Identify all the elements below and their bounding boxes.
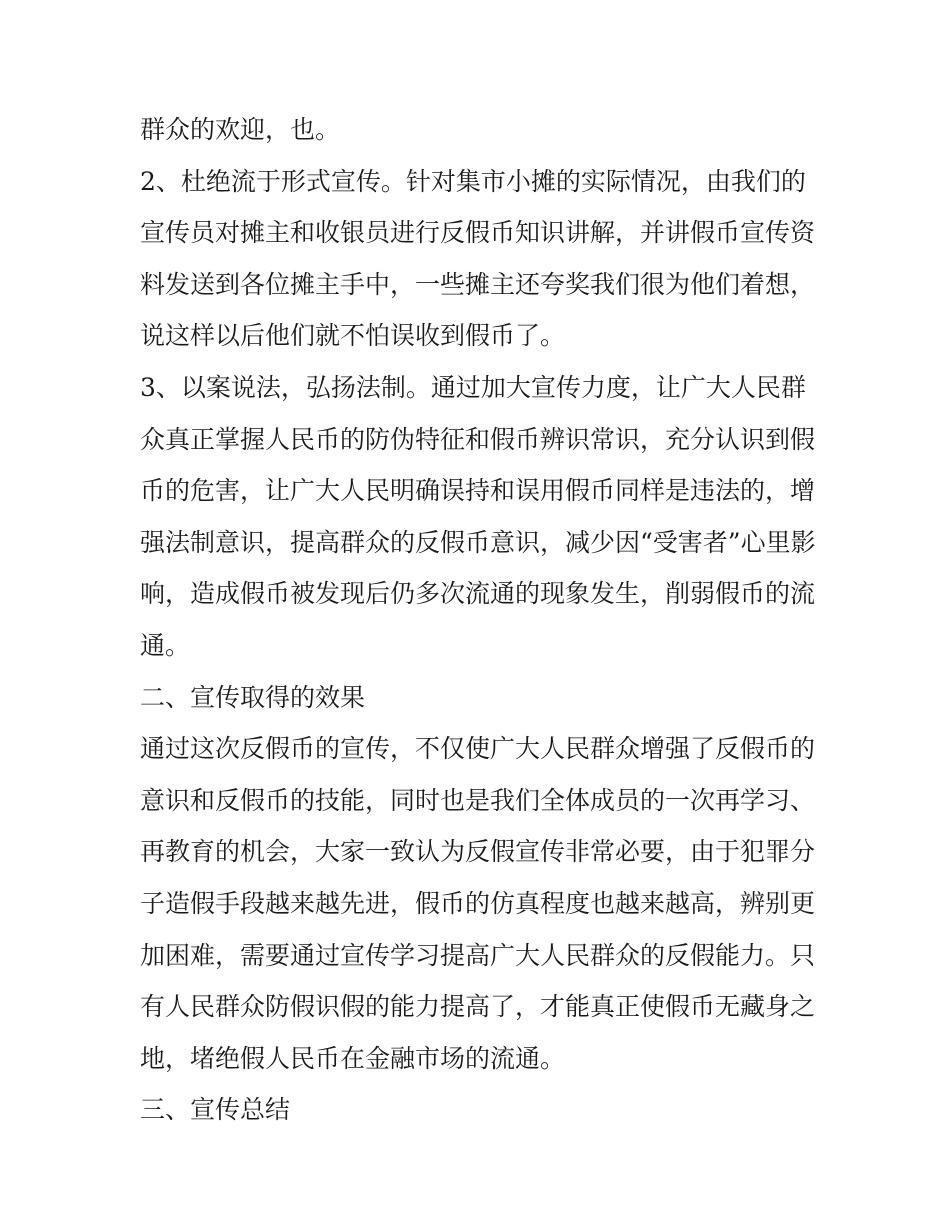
- paragraph-line: 币的危害，让广大人民明确误持和误用假币同样是违法的，增: [140, 476, 816, 506]
- paragraph-line: 再教育的机会，大家一致认为反假宣传非常必要，由于犯罪分: [140, 837, 816, 867]
- paragraph-line: 强法制意识，提高群众的反假币意识，减少因“受害者”心里影: [140, 527, 816, 557]
- paragraph-line: 群众的欢迎，也。: [140, 115, 341, 144]
- paragraph-line: 响，造成假币被发现后仍多次流通的现象发生，削弱假币的流: [140, 579, 816, 609]
- paragraph-line: 加困难，需要通过宣传学习提高广大人民群众的反假能力。只: [140, 940, 816, 970]
- paragraph-line: 通。: [140, 630, 191, 660]
- paragraph-line: 子造假手段越来越先进，假币的仿真程度也越来越高，辨别更: [140, 888, 816, 918]
- paragraph-line: 2、杜绝流于形式宣传。针对集市小摊的实际情况，由我们的: [140, 166, 806, 196]
- paragraph-line: 通过这次反假币的宣传，不仅使广大人民群众增强了反假币的: [140, 734, 816, 764]
- section-heading: 二、宣传取得的效果: [140, 682, 366, 712]
- paragraph-line: 说这样以后他们就不怕误收到假币了。: [140, 321, 566, 351]
- paragraph-line: 宣传员对摊主和收银员进行反假币知识讲解，并讲假币宣传资: [140, 218, 816, 248]
- paragraph-line: 3、以案说法，弘扬法制。通过加大宣传力度，让广大人民群: [140, 372, 806, 402]
- paragraph-line: 料发送到各位摊主手中，一些摊主还夸奖我们很为他们着想，: [140, 269, 816, 299]
- section-heading: 三、宣传总结: [140, 1095, 291, 1125]
- paragraph-line: 地，堵绝假人民币在金融市场的流通。: [140, 1043, 566, 1073]
- document-body: [140, 104, 820, 1136]
- paragraph-line: 意识和反假币的技能，同时也是我们全体成员的一次再学习、: [140, 785, 816, 815]
- paragraph-line: 众真正掌握人民币的防伪特征和假币辨识常识，充分认识到假: [140, 424, 816, 454]
- paragraph-line: 有人民群众防假识假的能力提高了，才能真正使假币无藏身之: [140, 992, 816, 1022]
